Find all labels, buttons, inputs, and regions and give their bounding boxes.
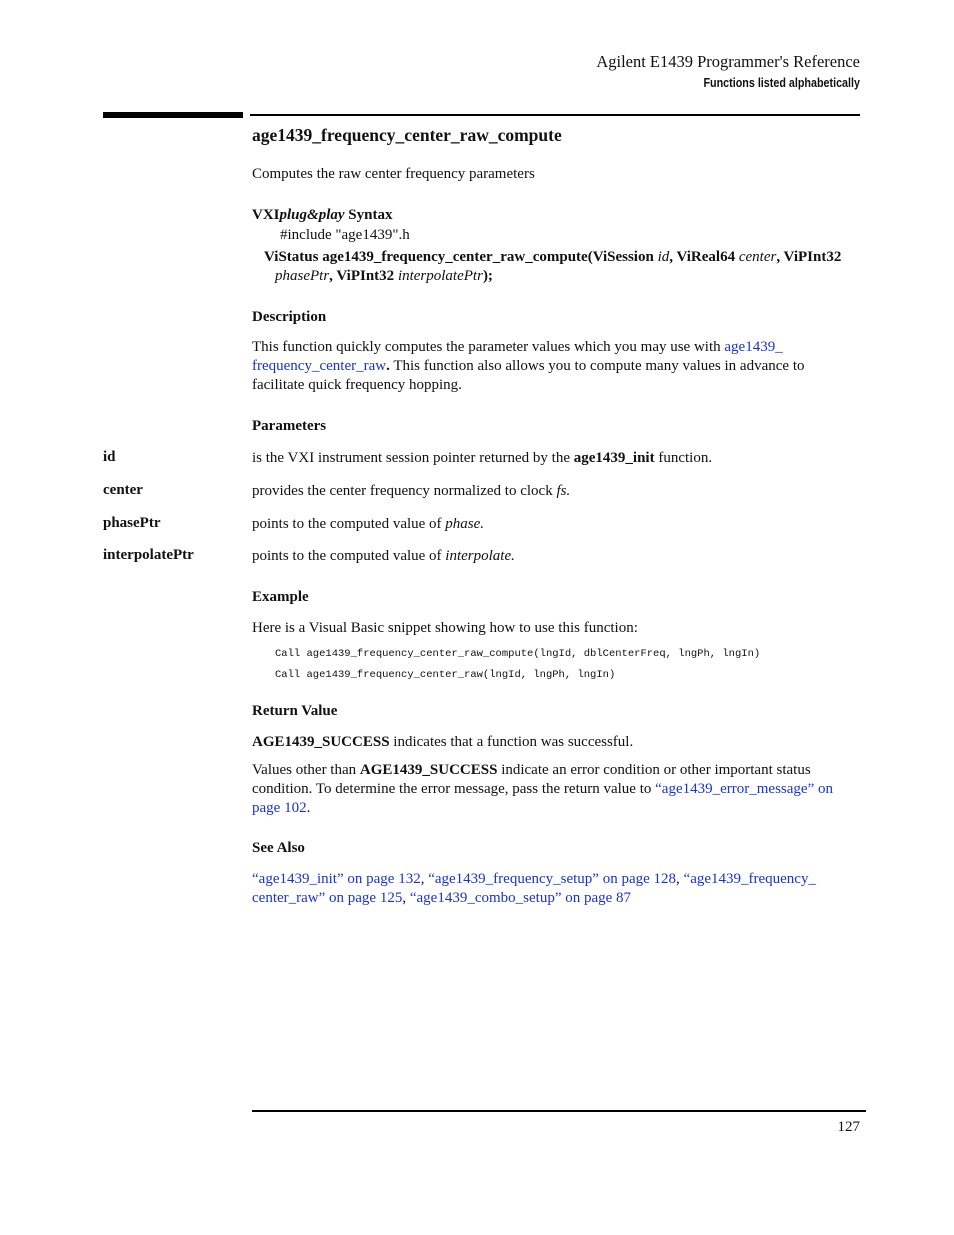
return-value-line — [252, 733, 633, 752]
link-frequency-center-raw-ref-cont[interactable]: center_raw” on page 125 — [252, 890, 403, 906]
param-desc-text: function. — [654, 450, 713, 466]
running-header-title: Agilent E1439 Programmer's Reference — [596, 52, 860, 71]
link-frequency-center-raw-cont[interactable]: frequency_center_raw — [252, 358, 387, 374]
function-title: age1439_frequency_center_raw_compute — [252, 125, 562, 145]
return-value-heading: Return Value — [252, 703, 338, 719]
link-frequency-setup[interactable]: “age1439_frequency_setup” on page 128 — [428, 871, 677, 887]
param-name: phasePtr — [103, 515, 161, 531]
param-desc-italic: fs — [556, 483, 567, 499]
section-rule-thick — [103, 112, 243, 118]
sig-param-interpolateptr: interpolatePtr — [397, 268, 483, 284]
param-desc — [252, 515, 484, 534]
param-desc-text: points to the computed value of — [252, 516, 446, 532]
param-name: interpolatePtr — [103, 547, 194, 563]
description-part: . — [386, 358, 390, 374]
link-error-message-page[interactable]: page 102 — [252, 800, 307, 816]
syntax-heading-prefix: VXI — [252, 207, 280, 223]
syntax-heading — [252, 207, 392, 224]
param-desc — [252, 482, 570, 501]
sig-part: , ViPInt32 — [329, 268, 398, 284]
see-also-separator: , — [402, 890, 410, 906]
return-value-text: indicates that a function was successful. — [389, 734, 634, 750]
link-combo-setup[interactable]: “age1439_combo_setup” on page 87 — [409, 890, 632, 906]
section-rule-thin — [250, 114, 860, 116]
link-error-message[interactable]: “age1439_error_message” on — [655, 781, 833, 797]
return-value-paragraph — [252, 761, 864, 818]
param-desc-bold: age1439_init — [573, 450, 655, 466]
param-desc-text: . — [480, 516, 485, 532]
sig-part: ); — [482, 268, 493, 284]
param-desc-text: . — [566, 483, 571, 499]
parameters-heading: Parameters — [252, 418, 327, 434]
description-heading: Description — [252, 309, 327, 325]
param-desc — [252, 547, 515, 566]
description-part: facilitate quick frequency hopping. — [252, 377, 462, 393]
return-value-text: Values other than — [252, 762, 360, 778]
param-desc-italic: interpolate — [445, 548, 512, 564]
footer-rule — [252, 1110, 866, 1112]
syntax-heading-suffix: Syntax — [344, 207, 393, 223]
see-also-separator: , — [420, 871, 429, 887]
param-name: id — [103, 449, 116, 465]
function-summary: Computes the raw center frequency parameters — [252, 166, 535, 182]
return-value-text: indicate an error condition or other important status — [497, 762, 811, 778]
description-text — [252, 338, 864, 395]
param-desc-text: provides the center frequency normalized to clock — [252, 483, 557, 499]
param-desc-text: . — [511, 548, 515, 564]
syntax-heading-italic: plug&play — [279, 207, 345, 223]
function-signature — [264, 248, 864, 286]
sig-part: , ViReal64 — [669, 249, 739, 265]
example-intro: Here is a Visual Basic snippet showing how to use this function: — [252, 620, 638, 636]
link-init[interactable]: “age1439_init” on page 132 — [252, 871, 421, 887]
param-name: center — [103, 482, 143, 498]
page-number: 127 — [837, 1119, 860, 1135]
sig-param-id: id — [657, 249, 670, 265]
description-part: This function also allows you to compute many values in advance to — [389, 358, 805, 374]
code-line: Call age1439_frequency_center_raw_compute(lngId, dblCenterFreq, lngPh, lngIn) — [275, 648, 761, 660]
see-also-separator: , — [676, 871, 684, 887]
param-desc — [252, 449, 712, 468]
include-line: #include "age1439".h — [280, 227, 410, 243]
sig-part: , ViPInt32 — [776, 249, 842, 265]
sig-param-center: center — [738, 249, 777, 265]
see-also-links — [252, 870, 864, 908]
link-frequency-center-raw[interactable]: age1439_ — [724, 339, 783, 355]
constant-success: AGE1439_SUCCESS — [359, 762, 498, 778]
description-part: This function quickly computes the parameter values which you may use with — [252, 339, 725, 355]
running-header-section: Functions listed alphabetically — [703, 76, 860, 90]
param-desc-text: points to the computed value of — [252, 548, 446, 564]
param-desc-text: is the VXI instrument session pointer returned by the — [252, 450, 574, 466]
param-desc-italic: phase — [445, 516, 481, 532]
sig-param-phaseptr: phasePtr — [275, 268, 330, 284]
return-value-text: condition. To determine the error message, pass the return value to — [252, 781, 656, 797]
example-heading: Example — [252, 589, 309, 605]
constant-success: AGE1439_SUCCESS — [252, 734, 390, 750]
code-line: Call age1439_frequency_center_raw(lngId, lngPh, lngIn) — [275, 669, 616, 681]
return-value-text: . — [306, 800, 311, 816]
sig-part: ViStatus age1439_frequency_center_raw_compute(ViSession — [264, 249, 658, 265]
link-frequency-center-raw-ref[interactable]: “age1439_frequency_ — [683, 871, 816, 887]
see-also-heading: See Also — [252, 840, 305, 856]
